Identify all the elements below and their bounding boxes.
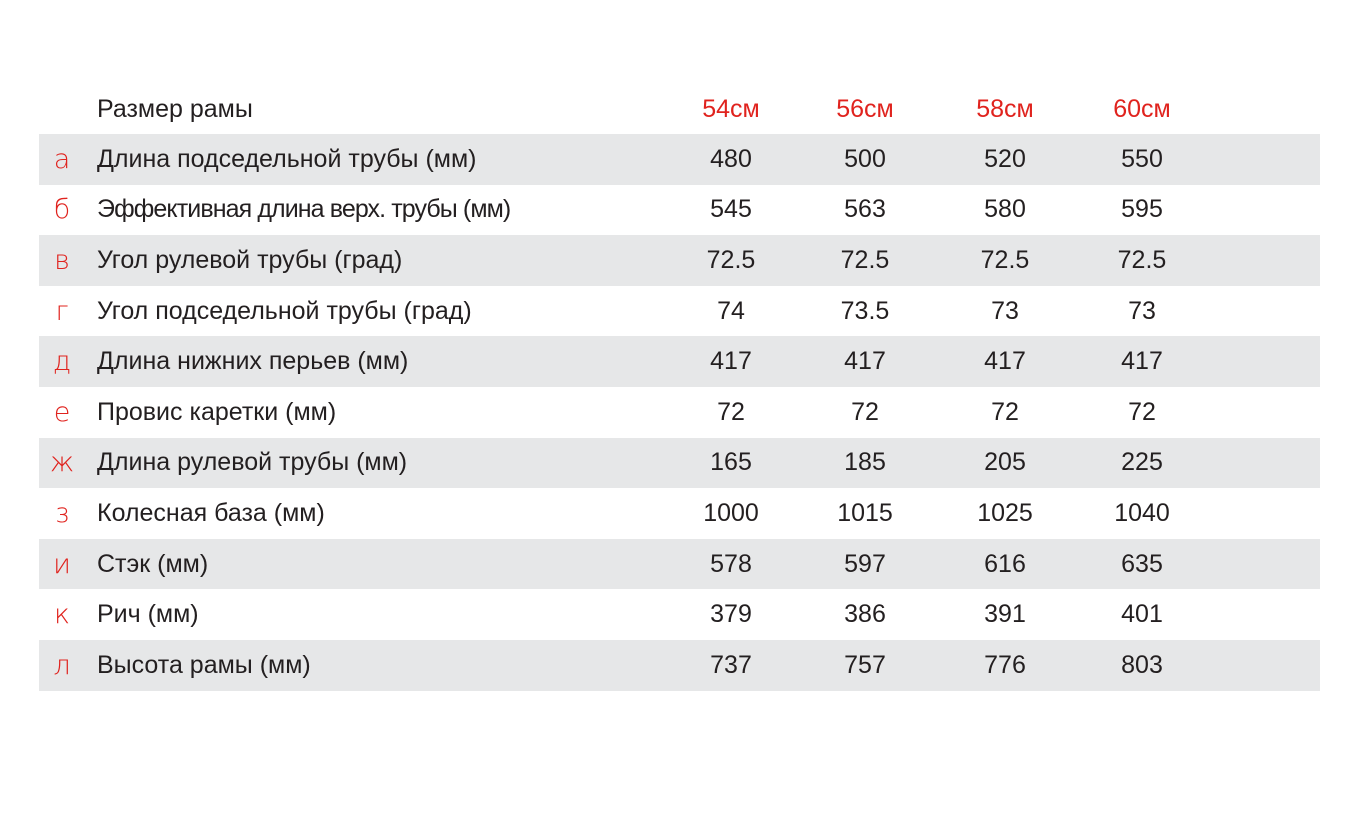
row-label: Рич (мм) [97,600,199,629]
row-value: 72.5 [1117,245,1167,274]
table-row [39,438,1320,489]
row-value: 73 [991,296,1019,325]
table-row [39,286,1320,337]
row-value: 73 [1128,296,1156,325]
table-header-row [39,85,1320,134]
row-letter: е [53,396,71,428]
frame-size-header-label: Размер рамы [97,95,253,123]
size-header-60: 60см [1113,95,1171,123]
size-header-56: 56см [836,95,894,123]
table-row [39,539,1320,590]
row-value: 72.5 [840,245,890,274]
row-label: Высота рамы (мм) [97,650,311,679]
row-value: 776 [984,650,1026,679]
row-value: 803 [1121,650,1163,679]
row-value: 520 [984,144,1026,173]
row-value: 597 [844,549,886,578]
row-value: 500 [844,144,886,173]
table-row [39,589,1320,640]
row-value: 74 [717,296,745,325]
row-value: 1015 [837,498,893,527]
row-value: 72.5 [706,245,756,274]
table-row [39,235,1320,286]
row-value: 72 [851,397,879,426]
geometry-table [39,85,1320,691]
row-value: 757 [844,650,886,679]
row-letter: з [54,497,70,529]
row-value: 1025 [977,498,1033,527]
row-value: 1000 [703,498,759,527]
row-value: 73.5 [840,296,890,325]
row-label: Угол подседельной трубы (град) [97,296,472,325]
row-value: 563 [844,195,886,224]
row-label: Угол рулевой трубы (град) [97,245,403,274]
row-letter: л [53,649,71,681]
size-header-54: 54см [702,95,760,123]
row-label: Длина подседельной трубы (мм) [97,144,477,173]
row-value: 417 [984,347,1026,376]
row-value: 1040 [1114,498,1170,527]
row-value: 386 [844,600,886,629]
row-value: 225 [1121,448,1163,477]
table-row [39,387,1320,438]
row-value: 72 [991,397,1019,426]
row-value: 185 [844,448,886,477]
row-value: 165 [710,448,752,477]
row-value: 379 [710,600,752,629]
row-value: 545 [710,195,752,224]
row-letter: а [53,143,71,175]
table-row [39,185,1320,236]
row-value: 391 [984,600,1026,629]
row-value: 401 [1121,600,1163,629]
table-row [39,488,1320,539]
size-header-58: 58см [976,95,1034,123]
row-value: 480 [710,144,752,173]
row-value: 72.5 [980,245,1030,274]
row-value: 616 [984,549,1026,578]
row-label: Длина рулевой трубы (мм) [97,448,408,477]
row-label: Длина нижних перьев (мм) [97,347,409,376]
row-label: Провис каретки (мм) [97,397,337,426]
table-row [39,640,1320,691]
table-row [39,134,1320,185]
row-value: 635 [1121,549,1163,578]
row-value: 72 [1128,397,1156,426]
row-letter: к [53,599,71,631]
row-letter: д [52,346,72,378]
table-row [39,336,1320,387]
row-value: 550 [1121,144,1163,173]
row-letter: б [53,194,71,226]
row-value: 595 [1121,195,1163,224]
row-letter: в [54,244,70,276]
row-value: 417 [844,347,886,376]
row-value: 205 [984,448,1026,477]
row-label: Стэк (мм) [97,549,209,578]
row-value: 737 [710,650,752,679]
row-value: 72 [717,397,745,426]
row-letter: г [55,295,69,327]
row-letter: ж [49,447,75,479]
row-value: 578 [710,549,752,578]
row-label: Колесная база (мм) [97,498,325,527]
row-value: 580 [984,195,1026,224]
row-value: 417 [1121,347,1163,376]
row-value: 417 [710,347,752,376]
row-letter: и [53,548,71,580]
row-label: Эффективная длина верх. трубы (мм) [97,195,511,224]
